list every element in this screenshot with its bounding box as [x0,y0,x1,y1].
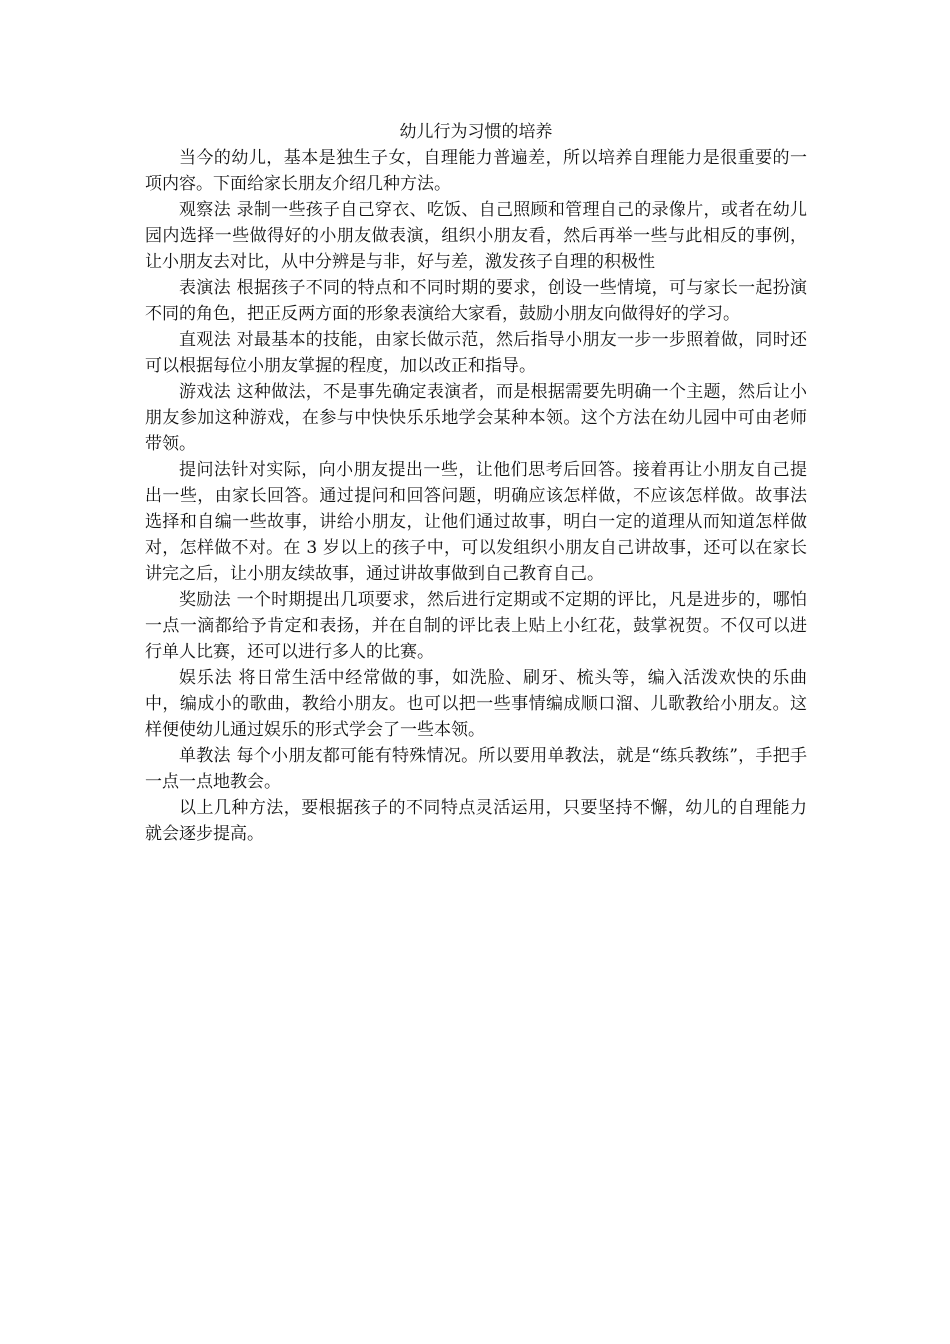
paragraph-question-story-method: 提问法针对实际，向小朋友提出一些，让他们思考后回答。接着再让小朋友自己提出一些，由家长回答。通过提问和回答问题，明确应该怎样做，不应该怎样做。故事法选择和自编一些故事，讲给小朋友，让他们通过故事，明白一定的道理从而知道怎样做对，怎样做不对。在 3 岁以上的孩子中，可以发组织小朋友自己讲故事，还可以在家长讲完之后，让小朋友续故事，通过讲故事做到自己教育自己。 [145,460,807,584]
paragraph-entertainment-method: 娱乐法 将日常生活中经常做的事，如洗脸、刷牙、梳头等，编入活泼欢快的乐曲中，编成小的歌曲，教给小朋友。也可以把一些事情编成顺口溜、儿歌教给小朋友。这样便使幼儿通过娱乐的形式学会了一些本领。 [145,668,807,740]
paragraph-individual-method: 单教法 每个小朋友都可能有特殊情况。所以要用单教法，就是“练兵教练”，手把手一点一点地教会。 [145,746,807,792]
document-page [145,119,807,847]
paragraph-conclusion: 以上几种方法，要根据孩子的不同特点灵活运用，只要坚持不懈，幼儿的自理能力就会逐步提高。 [145,798,807,844]
paragraph-performance-method: 表演法 根据孩子不同的特点和不同时期的要求，创设一些情境，可与家长一起扮演不同的角色，把正反两方面的形象表演给大家看，鼓励小朋友向做得好的学习。 [145,278,807,324]
document-title: 幼儿行为习惯的培养 [399,122,553,142]
paragraph-reward-method: 奖励法 一个时期提出几项要求，然后进行定期或不定期的评比，凡是进步的，哪怕一点一滴都给予肯定和表扬，并在自制的评比表上贴上小红花，鼓掌祝贺。不仅可以进行单人比赛，还可以进行多人的比赛。 [145,590,807,662]
paragraph-intro: 当今的幼儿，基本是独生子女，自理能力普遍差，所以培养自理能力是很重要的一项内容。下面给家长朋友介绍几种方法。 [145,148,807,194]
paragraph-observation-method: 观察法 录制一些孩子自己穿衣、吃饭、自己照顾和管理自己的录像片，或者在幼儿园内选择一些做得好的小朋友做表演，组织小朋友看，然后再举一些与此相反的事例，让小朋友去对比，从中分辨是与非，好与差，激发孩子自理的积极性 [145,200,807,272]
paragraph-demonstration-method: 直观法 对最基本的技能，由家长做示范，然后指导小朋友一步一步照着做，同时还可以根据每位小朋友掌握的程度，加以改正和指导。 [145,330,807,376]
paragraph-game-method: 游戏法 这种做法，不是事先确定表演者，而是根据需要先明确一个主题，然后让小朋友参加这种游戏，在参与中快快乐乐地学会某种本领。这个方法在幼儿园中可由老师带领。 [145,382,807,454]
